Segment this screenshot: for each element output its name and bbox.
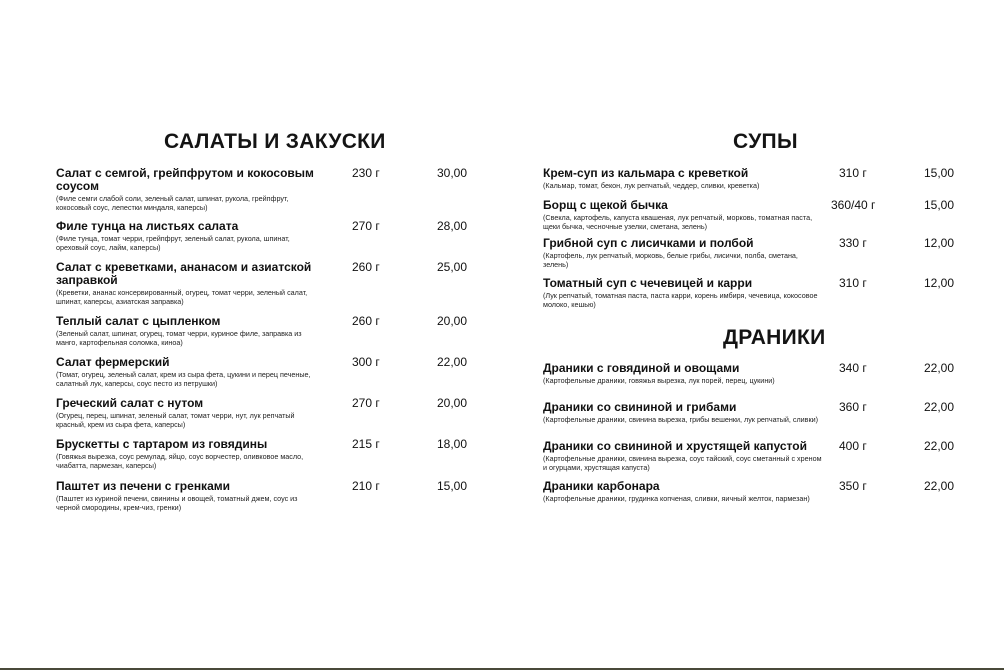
- item-price: 20,00: [437, 314, 468, 328]
- menu-item: [543, 277, 963, 309]
- item-weight: 350 г: [839, 479, 867, 493]
- menu-item: [543, 237, 963, 269]
- menu-item: [543, 167, 963, 190]
- item-name: Салат фермерский: [56, 355, 170, 369]
- soups-title: СУПЫ: [733, 130, 798, 153]
- item-weight: 230 г: [352, 166, 380, 180]
- item-name: Брускетты с тартаром из говядины: [56, 437, 268, 451]
- item-name: Томатный суп с чечевицей и карри: [543, 276, 753, 290]
- menu-item: [56, 220, 476, 252]
- item-name: Филе тунца на листьях салата: [56, 219, 239, 233]
- item-weight: 210 г: [352, 479, 380, 493]
- item-description: (Огурец, перец, шпинат, зеленый салат, томат черри, нут, лук репчатый красный, крем из сыра фета, каперсы): [56, 411, 295, 429]
- item-price: 15,00: [924, 166, 955, 180]
- item-weight: 270 г: [352, 219, 380, 233]
- item-price: 22,00: [924, 439, 955, 453]
- item-name: Борщ с щекой бычка: [543, 198, 668, 212]
- item-name: Паштет из печени с гренками: [56, 479, 230, 493]
- item-description: (Свекла, картофель, капуста квашеная, лук репчатый, морковь, томатная паста, щеки бычка, чесночные узелки, сметана, зелень): [543, 213, 813, 231]
- item-weight: 330 г: [839, 236, 867, 250]
- item-price: 22,00: [437, 355, 468, 369]
- item-description: (Лук репчатый, томатная паста, паста карри, корень имбиря, чечевица, кокосовое молоко, кешью): [543, 291, 818, 309]
- item-description: (Картофельные драники, свинина вырезка, соус тайский, соус сметанный с хреном и огурцами, хрустящая капуста): [543, 454, 822, 472]
- menu-item: [56, 397, 476, 429]
- item-price: 15,00: [437, 479, 468, 493]
- menu-item: [56, 356, 476, 388]
- item-weight: 340 г: [839, 361, 867, 375]
- item-name: Драники со свининой и грибами: [543, 400, 737, 414]
- item-price: 22,00: [924, 400, 955, 414]
- menu-item: [56, 167, 476, 212]
- item-price: 15,00: [924, 198, 955, 212]
- item-price: 12,00: [924, 236, 955, 250]
- menu-item: [543, 401, 963, 424]
- item-weight: 310 г: [839, 166, 867, 180]
- item-price: 18,00: [437, 437, 468, 451]
- item-description: (Креветки, ананас консервированный, огурец, томат черри, зеленый салат, шпинат, каперсы, азиатская заправка): [56, 288, 308, 306]
- item-weight: 360 г: [839, 400, 867, 414]
- item-weight: 400 г: [839, 439, 867, 453]
- item-name: Драники со свининой и хрустящей капустой: [543, 439, 807, 453]
- item-description: (Картофель, лук репчатый, морковь, белые грибы, лисички, полба, сметана, зелень): [543, 251, 798, 269]
- item-description: (Говяжья вырезка, соус ремулад, яйцо, соус ворчестер, оливковое масло, чиабатта, пармезан, каперсы): [56, 452, 304, 470]
- item-name: Греческий салат с нутом: [56, 396, 204, 410]
- item-description: (Картофельные драники, свинина вырезка, грибы вешенки, лук репчатый, сливки): [543, 415, 819, 424]
- item-description: (Зеленый салат, шпинат, огурец, томат черри, куриное филе, заправка из манго, картофельная соломка, киноа): [56, 329, 302, 347]
- menu-item: [543, 199, 963, 231]
- item-price: 28,00: [437, 219, 468, 233]
- item-name: Крем-суп из кальмара с креветкой: [543, 166, 749, 180]
- draniki-title: ДРАНИКИ: [723, 326, 826, 349]
- item-price: 22,00: [924, 361, 955, 375]
- item-description: (Картофельные драники, говяжья вырезка, лук порей, перец, цукини): [543, 376, 775, 385]
- item-weight: 260 г: [352, 314, 380, 328]
- item-name: Грибной суп с лисичками и полбой: [543, 236, 754, 250]
- item-name: Драники с говядиной и овощами: [543, 361, 740, 375]
- menu-item: [56, 438, 476, 470]
- menu-item: [56, 261, 476, 306]
- item-weight: 360/40 г: [831, 198, 876, 212]
- item-description: (Картофельные драники, грудинка копченая, сливки, яичный желток, пармезан): [543, 494, 810, 503]
- item-price: 22,00: [924, 479, 955, 493]
- menu-item: [543, 362, 963, 385]
- item-description: (Филе семги слабой соли, зеленый салат, шпинат, рукола, грейпфрут, кокосовый соус, лепестки миндаля, каперсы): [56, 194, 289, 212]
- item-weight: 270 г: [352, 396, 380, 410]
- item-price: 30,00: [437, 166, 468, 180]
- item-name: Салат с креветками, ананасом и азиатской заправкой: [56, 260, 312, 287]
- item-description: (Томат, огурец, зеленый салат, крем из сыра фета, цукини и перец печеные, салатный лук, каперсы, соус песто из петрушки): [56, 370, 311, 388]
- item-price: 20,00: [437, 396, 468, 410]
- item-price: 12,00: [924, 276, 955, 290]
- item-weight: 310 г: [839, 276, 867, 290]
- item-description: (Кальмар, томат, бекон, лук репчатый, чеддер, сливки, креветка): [543, 181, 760, 190]
- item-name: Драники карбонара: [543, 479, 660, 493]
- menu-item: [56, 480, 476, 512]
- menu-item: [543, 440, 963, 472]
- salads-title: САЛАТЫ И ЗАКУСКИ: [164, 130, 386, 153]
- item-description: (Филе тунца, томат черри, грейпфрут, зеленый салат, рукола, шпинат, ореховый соус, лайм, каперсы): [56, 234, 290, 252]
- item-description: (Паштет из куриной печени, свинины и овощей, томатный джем, соус из черной смородины, крем-чиз, гренки): [56, 494, 298, 512]
- item-weight: 300 г: [352, 355, 380, 369]
- item-weight: 260 г: [352, 260, 380, 274]
- item-weight: 215 г: [352, 437, 380, 451]
- item-name: Теплый салат с цыпленком: [56, 314, 221, 328]
- menu-item: [543, 480, 963, 503]
- item-price: 25,00: [437, 260, 468, 274]
- menu-item: [56, 315, 476, 347]
- item-name: Салат с семгой, грейпфрутом и кокосовым соусом: [56, 166, 314, 193]
